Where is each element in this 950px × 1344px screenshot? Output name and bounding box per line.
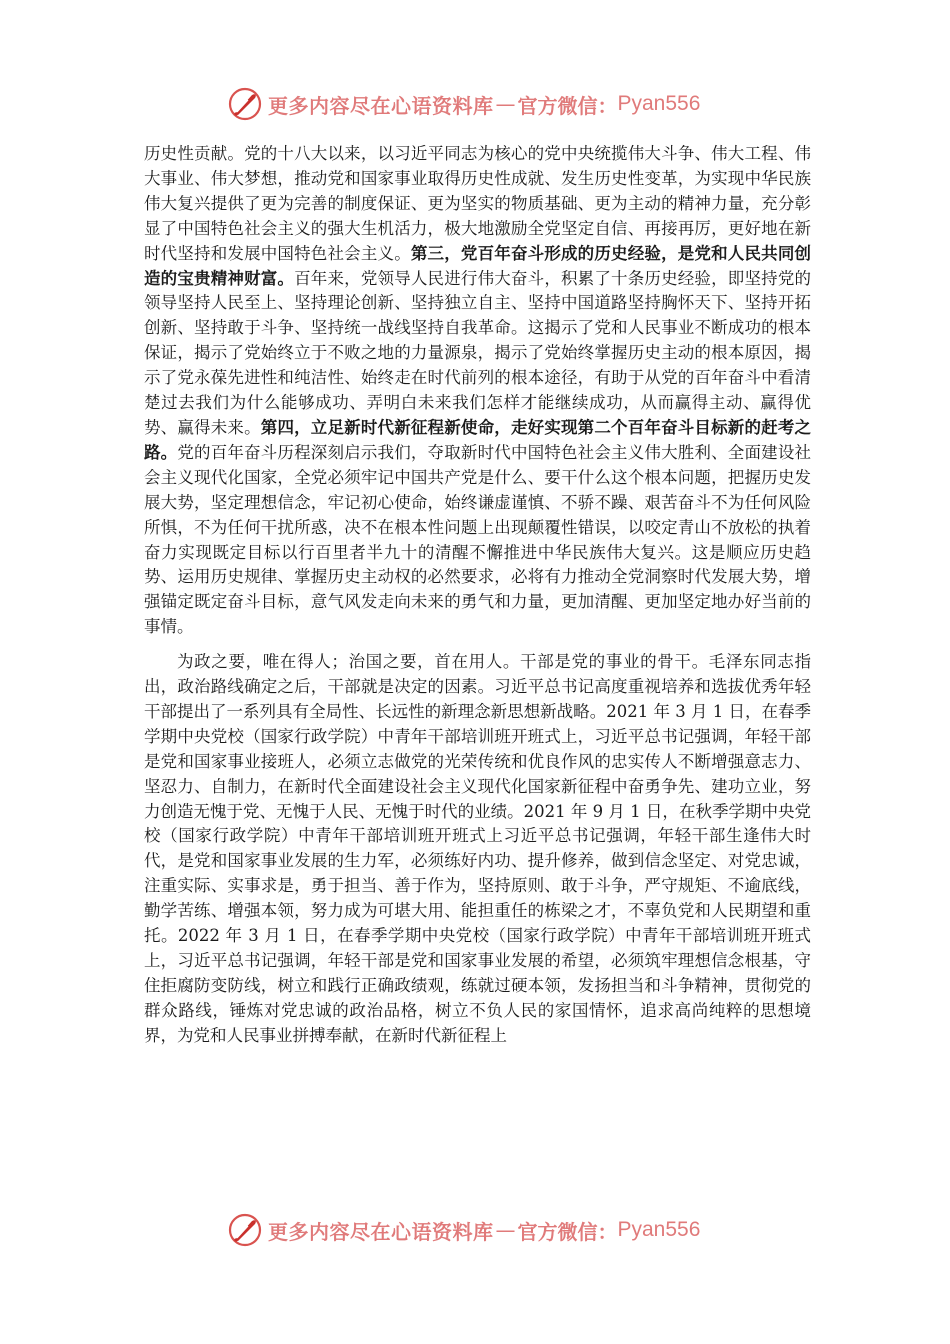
- paragraph-1-segment-2: 百年来，党领导人民进行伟大奋斗，积累了十条历史经验，即坚持党的领导坚持人民至上、坚持理论创新、坚持独立自主、坚持中国道路坚持胸怀天下、坚持开拓创新、坚持敢于斗争、坚持统一战线坚持自我革命。这揭示了党和人民事业不断成功的根本保证，揭示了党始终立于不败之地的力量源泉，揭示了党始终掌握历史主动的根本原因，揭示了党永葆先进性和纯洁性、始终走在时代前列的根本途径，有助于从党的百年奋斗中看清楚过去我们为什么能够成功、弄明白未来我们怎样才能继续成功，从而赢得主动、赢得优势、赢得未来。: [144, 268, 812, 437]
- header-banner-separator: —: [495, 92, 516, 116]
- header-banner: [0, 82, 950, 126]
- header-banner-wechat-id: Pyan556: [617, 92, 701, 115]
- footer-banner-wechat-id: Pyan556: [617, 1218, 701, 1241]
- paragraph-1-segment-3: 党的百年奋斗历程深刻启示我们，夺取新时代中国特色社会主义伟大胜利、全面建设社会主义现代化国家，全党必须牢记中国共产党是什么、要干什么这个根本问题，把握历史发展大势，坚定理想信念，牢记初心使命，始终谦虚谨慎、不骄不躁、艰苦奋斗不为任何风险所惧，不为任何干扰所惑，决不在根本性问题上出现颠覆性错误，以咬定青山不放松的执着奋力实现既定目标以行百里者半九十的清醒不懈推进中华民族伟大复兴。这是顺应历史趋势、运用历史规律、掌握历史主动权的必然要求，必将有力推动全党洞察时代发展大势，增强锚定既定奋斗目标，意气风发走向未来的勇气和力量，更加清醒、更加坚定地办好当前的事情。: [144, 442, 812, 637]
- paragraph-1: [144, 142, 811, 640]
- footer-banner-label: 官方微信：: [517, 1219, 618, 1244]
- footer-banner: [0, 1208, 950, 1252]
- paragraph-1-segment-1: 历史性贡献。党的十八大以来，以习近平同志为核心的党中央统揽伟大斗争、伟大工程、伟大事业、伟大梦想，推动党和国家事业取得历史性成就、发生历史性变革，为实现中华民族伟大复兴提供了更为完善的制度保证、更为坚实的物质基础、更为主动的精神力量，充分彰显了中国特色社会主义的强大生机活力，极大地激励全党坚定自信、再接再厉，更好地在新时代坚持和发展中国特色社会主义。: [144, 144, 811, 263]
- paragraph-1-bold-heading-4: 第四，立足新时代新征程新使命，走好实现第二个百年奋斗目标新的赶考之路。: [144, 417, 812, 462]
- quill-logo-icon: [228, 1213, 262, 1247]
- footer-banner-separator: —: [495, 1218, 516, 1242]
- header-banner-content: [228, 82, 700, 126]
- header-banner-label: 官方微信：: [517, 93, 618, 118]
- paragraph-2: 为政之要，唯在得人；治国之要，首在用人。干部是党的事业的骨干。毛泽东同志指出，政治路线确定之后，干部就是决定的因素。习近平总书记高度重视培养和选拔优秀年轻干部提出了一系列具有全局性、长远性的新理念新思想新战略。2021 年 3 月 1 日，在春季学期中央党校（国家行政学院）中青年干部培训班开班式上，习近平总书记强调，年轻干部是党和国家事业接班人，必须立志做党的光荣传统和优良作风的忠实传人不断增强意志力、坚忍力、自制力，在新时代全面建设社会主义现代化国家新征程中奋勇争先、建功立业，努力创造无愧于党、无愧于人民、无愧于时代的业绩。2021 年 9 月 1 日，在秋季学期中央党校（国家行政学院）中青年干部培训班开班式上习近平总书记强调，年轻干部生逢伟大时代，是党和国家事业发展的生力军，必须练好内功、提升修养，做到信念坚定、对党忠诚，注重实际、实事求是，勇于担当、善于作为，坚持原则、敢于斗争，严守规矩、不逾底线，勤学苦练、增强本领，努力成为可堪大用、能担重任的栋梁之才，不辜负党和人民期望和重托。2022 年 3 月 1 日，在春季学期中央党校（国家行政学院）中青年干部培训班开班式上，习近平总书记强调，年轻干部是党和国家事业发展的希望，必须筑牢理想信念根基，守住拒腐防变防线，树立和践行正确政绩观，练就过硬本领，发扬担当和斗争精神，贯彻党的群众路线，锤炼对党忠诚的政治品格，树立不负人民的家国情怀，追求高尚纯粹的思想境界，为党和人民事业拼搏奉献，在新时代新征程上: [144, 652, 811, 1045]
- footer-banner-content: [228, 1208, 700, 1252]
- document-body: [144, 142, 811, 1049]
- quill-logo-icon: [228, 87, 262, 121]
- footer-banner-text: 更多内容尽在心语资料库: [268, 1219, 494, 1244]
- paragraph-1-bold-heading-3: 第三，党百年奋斗形成的历史经验，是党和人民共同创造的宝贵精神财富。: [144, 243, 812, 288]
- header-banner-text: 更多内容尽在心语资料库: [268, 93, 494, 118]
